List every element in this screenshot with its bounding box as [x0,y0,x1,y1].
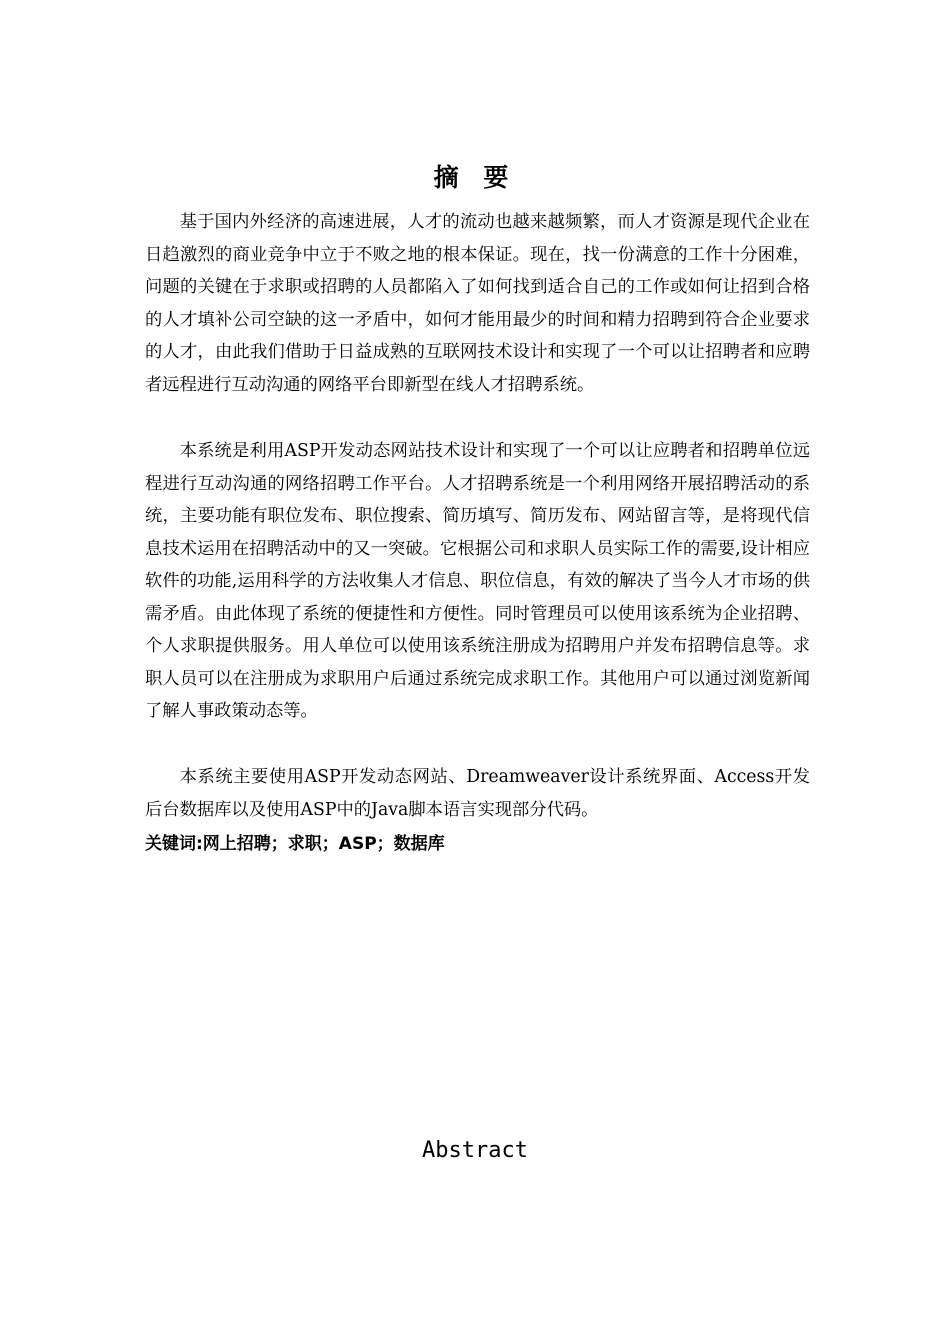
page-title: 摘 要 [433,163,517,192]
paragraph-text: 本系统主要使用ASP开发动态网站、Dreamweaver设计系统界面、Access开发后台数据库以及使用ASP中的Java脚本语言实现部分代码。 [145,767,810,820]
abstract-heading: Abstract [422,1138,528,1163]
abstract-paragraph-1 [145,206,810,401]
paragraph-text: 基于国内外经济的高速进展，人才的流动也越来越频繁，而人才资源是现代企业在日趋激烈的商业竞争中立于不败之地的根本保证。现在，找一份满意的工作十分困难，问题的关键在于求职或招聘的人员都陷入了如何找到适合自己的工作或如何让招到合格的人才填补公司空缺的这一矛盾中，如何才能用最少的时间和精力招聘到符合企业要求的人才，由此我们借助于日益成熟的互联网技术设计和实现了一个可以让招聘者和应聘者远程进行互动沟通的网络平台即新型在线人才招聘系统。 [145,212,810,395]
keywords-line: 关键词:网上招聘；求职；ASP；数据库 [145,834,445,854]
abstract-paragraph-2 [145,435,810,728]
abstract-paragraph-3 [145,761,810,826]
paragraph-text: 本系统是利用ASP开发动态网站技术设计和实现了一个可以让应聘者和招聘单位远程进行互动沟通的网络招聘工作平台。人才招聘系统是一个利用网络开展招聘活动的系统，主要功能有职位发布、职位搜索、简历填写、简历发布、网站留言等，是将现代信息技术运用在招聘活动中的又一突破。它根据公司和求职人员实际工作的需要,设计相应软件的功能,运用科学的方法收集人才信息、职位信息，有效的解决了当今人才市场的供需矛盾。由此体现了系统的便捷性和方便性。同时管理员可以使用该系统为企业招聘、个人求职提供服务。用人单位可以使用该系统注册成为招聘用户并发布招聘信息等。求职人员可以在注册成为求职用户后通过系统完成求职工作。其他用户可以通过浏览新闻了解人事政策动态等。 [145,441,810,721]
